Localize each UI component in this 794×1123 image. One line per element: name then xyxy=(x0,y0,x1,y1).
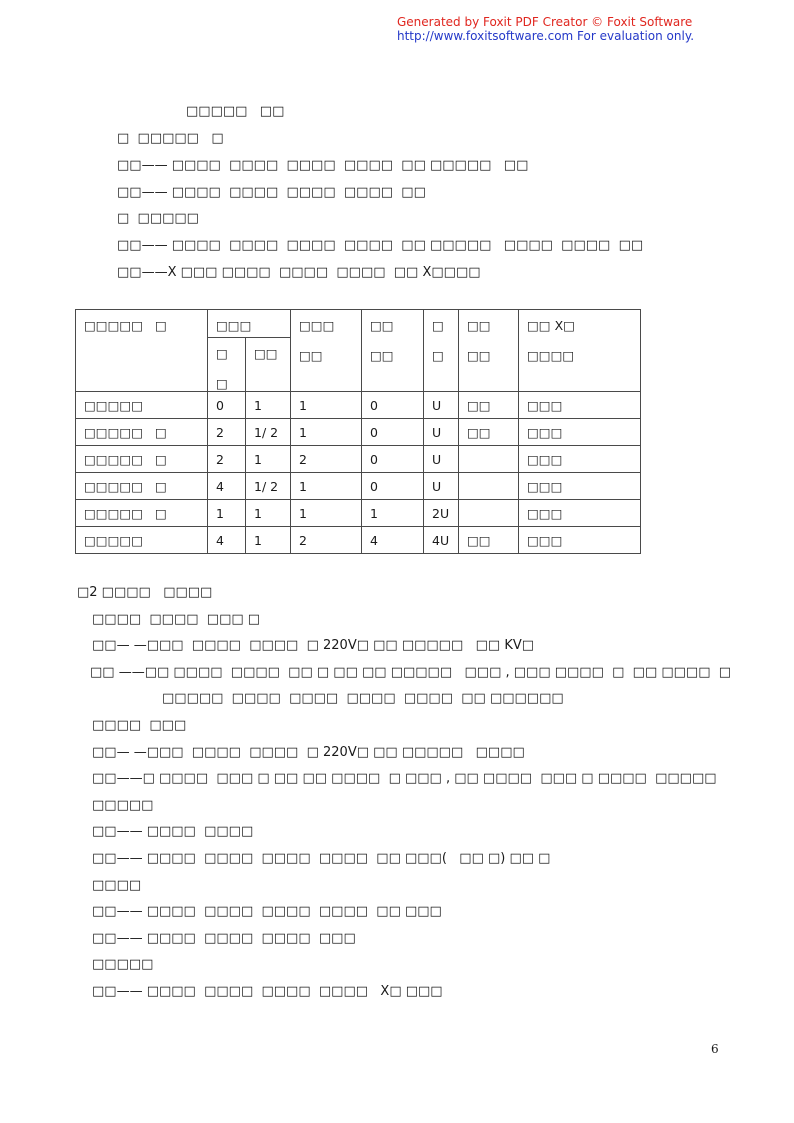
table-header-group-cell: □□□ xyxy=(208,310,291,338)
table-header-cell: □□ □□ xyxy=(459,310,519,392)
text-line: □□—— □□□□ □□□□ □□□□ □□□□ □□ xyxy=(117,185,426,200)
text-line: □□—— □□□□ □□□□ □□□□ □□□□ □□ □□□( □□ □) □□ □ xyxy=(92,851,551,866)
table-row xyxy=(76,446,641,473)
table-cell xyxy=(459,500,519,527)
table-cell: 0 xyxy=(362,473,424,500)
text-line: □□—— □□□□ □□□□ □□□□ □□□□ □□ □□□□□ □□ xyxy=(117,158,529,173)
table-cell: 4U xyxy=(424,527,459,554)
table-header-cell: □ □ xyxy=(424,310,459,392)
text-line: □□—— □□□□ □□□□ □□□□ □□□□ X□ □□□ xyxy=(92,984,443,999)
table-cell: 1 xyxy=(291,392,362,419)
table-cell: □□□□□ □ xyxy=(76,446,208,473)
text-line: □ □□□□□ xyxy=(117,211,199,226)
text-line: □□□□□ □□□□ □□□□ □□□□ □□□□ □□ □□□□□□ xyxy=(162,691,564,706)
table-row xyxy=(76,473,641,500)
table-row xyxy=(76,392,641,419)
table-cell: U xyxy=(424,419,459,446)
subsection-heading: □2 □□□□ □□□□ xyxy=(77,585,213,600)
table-cell: 1 xyxy=(246,392,291,419)
table-cell: 0 xyxy=(362,446,424,473)
table-cell: 2 xyxy=(291,446,362,473)
table-cell: □□ xyxy=(459,392,519,419)
table-cell: □□□ xyxy=(519,446,641,473)
page-number: 6 xyxy=(711,1042,719,1056)
text-line: □□— —□□□ □□□□ □□□□ □ 220V□ □□ □□□□□ □□□□ xyxy=(92,745,525,760)
section-heading: □□□□□ □□ xyxy=(186,104,285,119)
table-cell xyxy=(459,446,519,473)
evaluation-watermark xyxy=(397,15,697,43)
table-header-cell: □□□□□ □ xyxy=(76,310,208,392)
table-header-subcell: □□ xyxy=(246,338,291,392)
table-cell: □□ xyxy=(459,527,519,554)
table-cell: □□ xyxy=(459,419,519,446)
table-cell: 4 xyxy=(208,473,246,500)
table-row xyxy=(76,500,641,527)
table-header-cell: □□ □□ xyxy=(362,310,424,392)
text-line: □□□□ □□□□ □□□ □ xyxy=(92,612,261,627)
text-line: □□□□ xyxy=(92,878,142,893)
table-cell: □□□□□ □ xyxy=(76,419,208,446)
table-cell: □□□□□ xyxy=(76,392,208,419)
table-cell: 2U xyxy=(424,500,459,527)
table-cell: 4 xyxy=(208,527,246,554)
text-line: □□— —□□□ □□□□ □□□□ □ 220V□ □□ □□□□□ □□ KV□ xyxy=(92,638,535,653)
text-line: □□—— □□□□ □□□□ □□□□ □□□ xyxy=(92,931,356,946)
table-cell: 0 xyxy=(362,392,424,419)
text-line: □□ ——□□ □□□□ □□□□ □□ □ □□ □□ □□□□□ □□□ , □□□ □□□□ □ □□ □□□□ □ xyxy=(90,665,732,680)
watermark-url-line: http://www.foxitsoftware.com For evaluation only. xyxy=(397,29,695,43)
table-cell: 1 xyxy=(246,446,291,473)
table-cell: □□□ xyxy=(519,500,641,527)
table-cell: □□□□□ xyxy=(76,527,208,554)
table-row xyxy=(76,527,641,554)
table-row xyxy=(76,419,641,446)
text-line: □□—— □□□□ □□□□ □□□□ □□□□ □□ □□□ xyxy=(92,904,442,919)
table-cell: 1 xyxy=(291,473,362,500)
table-cell: 2 xyxy=(291,527,362,554)
table-cell: 0 xyxy=(208,392,246,419)
table-cell: U xyxy=(424,446,459,473)
table-cell: □□□ xyxy=(519,419,641,446)
text-line: □ □□□□□ □ xyxy=(117,131,224,146)
table-cell: U xyxy=(424,473,459,500)
table-cell: U xyxy=(424,392,459,419)
text-line: □□□□ □□□ xyxy=(92,718,187,733)
text-line: □□□□□ xyxy=(92,798,154,813)
table-cell: 0 xyxy=(362,419,424,446)
table-cell: 1 xyxy=(362,500,424,527)
text-line: □□—— □□□□ □□□□ □□□□ □□□□ □□ □□□□□ □□□□ □□□□ □□ xyxy=(117,238,644,253)
table-cell: 1 xyxy=(291,500,362,527)
table-cell: □□□□□ □ xyxy=(76,473,208,500)
table-cell: 1/ 2 xyxy=(246,473,291,500)
data-table xyxy=(75,309,641,554)
text-line: □□——X □□□ □□□□ □□□□ □□□□ □□ X□□□□ xyxy=(117,265,481,280)
table-cell: 2 xyxy=(208,419,246,446)
table-cell: 1/ 2 xyxy=(246,419,291,446)
table-cell: □□□ xyxy=(519,473,641,500)
table-cell: 2 xyxy=(208,446,246,473)
table-header-cell: □□ X□ □□□□ xyxy=(519,310,641,392)
text-line: □□□□□ xyxy=(92,957,154,972)
table-cell: 1 xyxy=(208,500,246,527)
table-cell: 4 xyxy=(362,527,424,554)
table-cell: □□□□□ □ xyxy=(76,500,208,527)
table-cell: 1 xyxy=(246,500,291,527)
table-cell: 1 xyxy=(291,419,362,446)
table-cell xyxy=(459,473,519,500)
text-line: □□—— □□□□ □□□□ xyxy=(92,824,254,839)
watermark-generator-line: Generated by Foxit PDF Creator © Foxit Software xyxy=(397,15,693,29)
table-cell: □□□ xyxy=(519,392,641,419)
table-cell: □□□ xyxy=(519,527,641,554)
table-header-subcell: □ □ xyxy=(208,338,246,392)
table-header-cell: □□□ □□ xyxy=(291,310,362,392)
text-line: □□——□ □□□□ □□□ □ □□ □□ □□□□ □ □□□ , □□ □□□□ □□□ □ □□□□ □□□□□ xyxy=(92,771,717,786)
table-cell: 1 xyxy=(246,527,291,554)
